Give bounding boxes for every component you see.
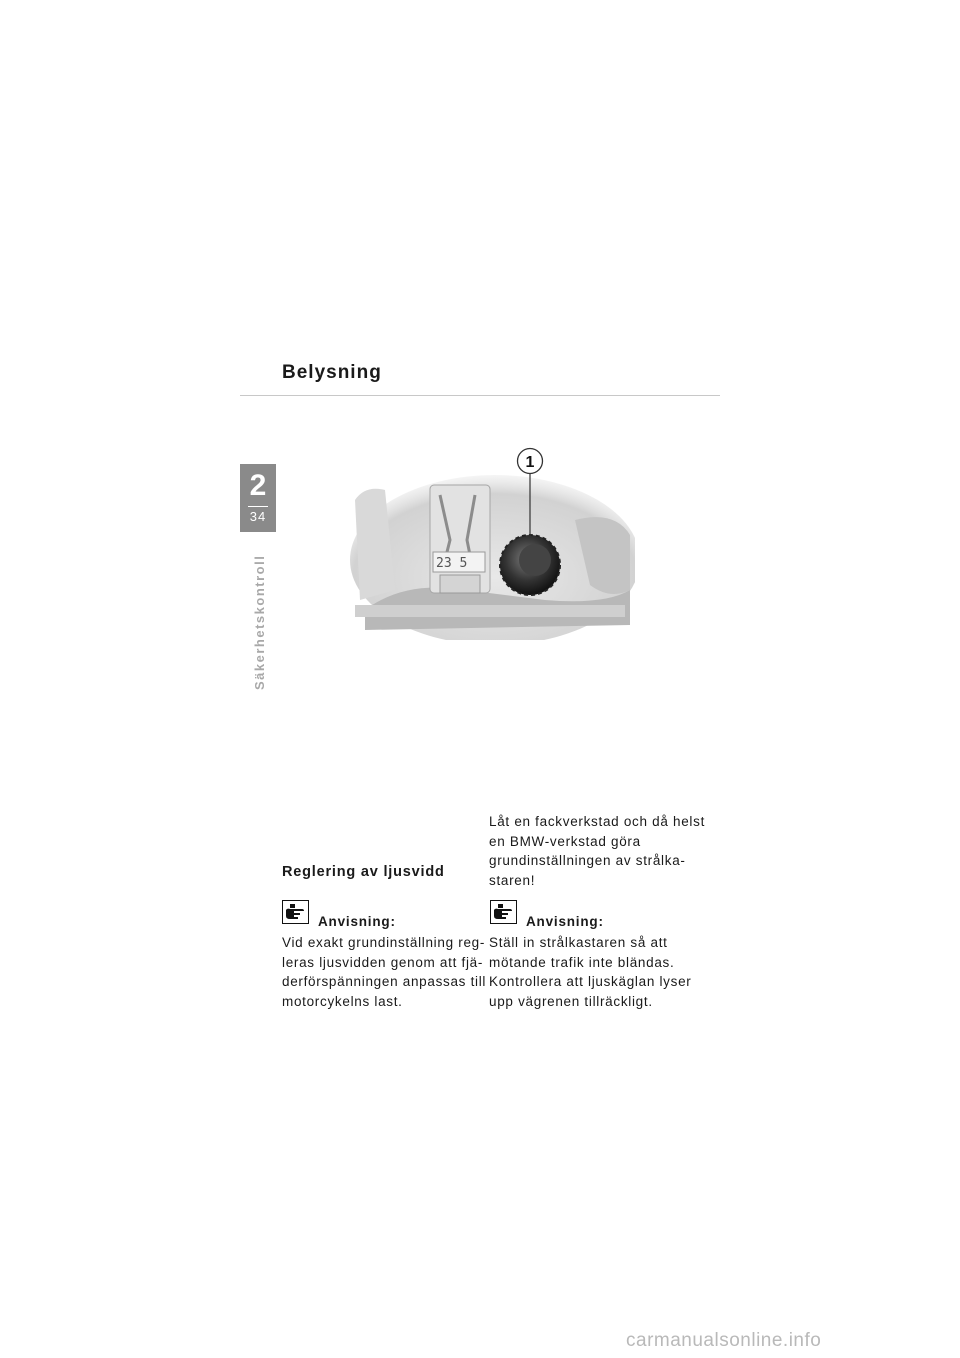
display-digits: 23 5 (436, 556, 468, 571)
page-title: Belysning (282, 362, 382, 383)
note-text: Vid exakt grundinställning reg-leras ljusvidden genom att fjä-derförspänningen anpassas till motorcykelns last. (282, 935, 487, 1009)
watermark: carmanualsonline.info (626, 1330, 822, 1351)
note-text: Ställ in strålkastaren så att mötande trafik inte bländas. Kontrollera att ljuskäglan lyser upp vägrenen tillräckligt. (489, 935, 692, 1009)
note-label: Anvisning: (318, 914, 396, 929)
chapter-number: 2 (249, 469, 267, 502)
note-label: Anvisning: (526, 914, 604, 929)
section-heading: Reglering av ljusvidd (282, 864, 445, 880)
headlight-adjuster-photo (345, 440, 635, 640)
chapter-separator (248, 506, 268, 507)
sidebar-section-label: Säkerhetskontroll (252, 554, 267, 690)
note-hand-icon (490, 900, 517, 924)
workshop-advice-text: Låt en fackverkstad och då helst en BMW-verkstad göra grundinställningen av strålka-staren! (489, 814, 706, 888)
callout-1: 1 (525, 454, 535, 471)
note-hand-icon (282, 900, 309, 924)
page-number: 34 (249, 509, 267, 524)
chapter-tab (240, 464, 276, 532)
title-divider (240, 395, 720, 396)
